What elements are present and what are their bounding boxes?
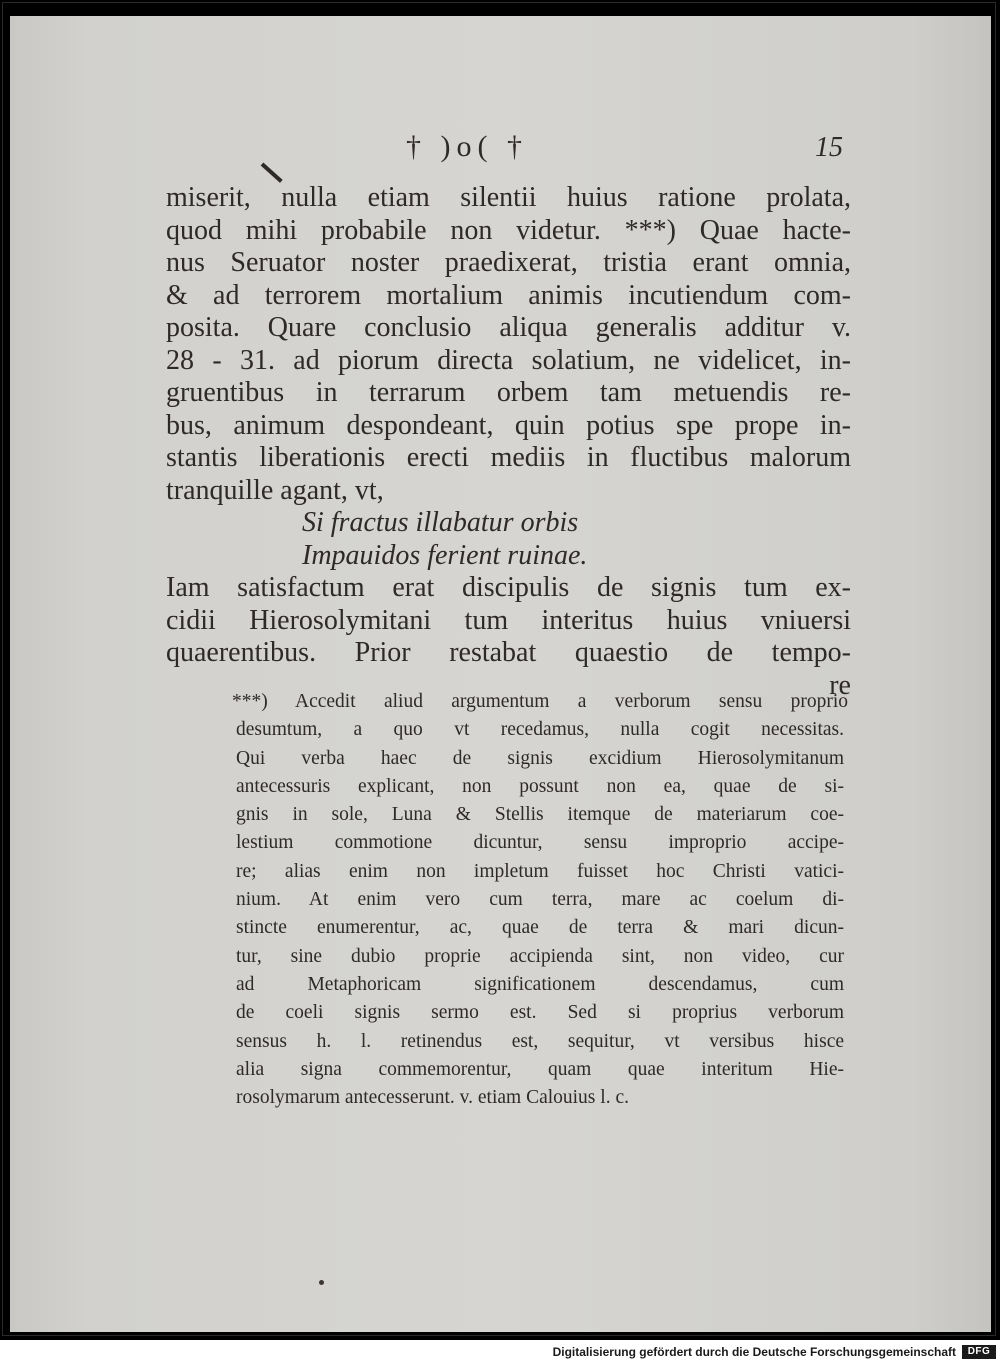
footnote-line: sensus h. l. retinendus est, sequitur, vt versibus hisce <box>236 1030 844 1052</box>
text-line: cidii Hierosolymitani tum interitus huius vniuersi <box>166 604 851 636</box>
footnote-line: de coeli signis sermo est. Sed si proprius verborum <box>236 1002 844 1024</box>
footnote-line: desumtum, a quo vt recedamus, nulla cogit necessitas. <box>236 719 844 741</box>
verse-line: Impauidos ferient ruinae. <box>302 539 588 571</box>
footnote-line: tur, sine dubio proprie accipienda sint, non video, cur <box>236 945 844 967</box>
running-head: † )o( † <box>406 130 528 163</box>
footnote-line: ***) Accedit aliud argumentum a verborum sensu proprio <box>232 691 848 712</box>
book-page <box>10 16 991 1332</box>
text-line: nus Seruator noster praedixerat, tristia erant omnia, <box>166 247 851 278</box>
funding-credit: Digitalisierung gefördert durch die Deutsche Forschungsgemeinschaft <box>552 1345 956 1359</box>
footnote-line: stincte enumerentur, ac, quae de terra & mari dicun- <box>236 917 844 939</box>
text-line: & ad terrorem mortalium animis incutiendum com- <box>166 279 851 311</box>
text-line: quaerentibus. Prior restabat quaestio de tempo- <box>166 637 851 668</box>
footnote-line: gnis in sole, Luna & Stellis itemque de materiarum coe- <box>236 804 844 826</box>
page-number: 15 <box>815 132 843 163</box>
main-text <box>166 182 851 702</box>
text-line: posita. Quare conclusio aliqua generalis additur v. <box>166 312 851 343</box>
dfg-logo: DFG <box>962 1345 996 1359</box>
digitization-footer <box>0 1344 1000 1362</box>
footnote-line: ad Metaphoricam significationem descendamus, cum <box>236 973 844 995</box>
text-line: miserit, nulla etiam silentii huius ratione prolata, <box>166 182 851 213</box>
footnote-line: alia signa commemorentur, quam quae interitum Hie- <box>236 1058 844 1080</box>
page-header <box>10 130 991 170</box>
text-line: stantis liberationis erecti mediis in fluctibus malorum <box>166 442 851 473</box>
catchword: re <box>829 669 851 701</box>
text-line: bus, animum despondeant, quin potius spe prope in- <box>166 409 851 441</box>
text-line: quod mihi probabile non videtur. ***) Quae hacte- <box>166 214 851 246</box>
text-line: 28 - 31. ad piorum directa solatium, ne videlicet, in- <box>166 344 851 376</box>
footnote-line: nium. At enim vero cum terra, mare ac coelum di- <box>236 889 844 911</box>
footnote-line: re; alias enim non impletum fuisset hoc Christi vatici- <box>236 860 844 882</box>
text-line: Iam satisfactum erat discipulis de signis tum ex- <box>166 572 851 603</box>
verse-line: Si fractus illabatur orbis <box>302 507 579 538</box>
footnote-line: Qui verba haec de signis excidium Hierosolymitanum <box>236 747 844 769</box>
footnote-line: antecessuris explicant, non possunt non ea, quae de si- <box>236 775 844 797</box>
text-line: tranquille agant, vt, <box>166 474 384 506</box>
footnote-line: lestium commotione dicuntur, sensu improprio accipe- <box>236 832 844 854</box>
ink-dot <box>319 1280 324 1285</box>
text-line: gruentibus in terrarum orbem tam metuendis re- <box>166 377 851 408</box>
footnote <box>232 688 848 1112</box>
footnote-line: rosolymarum antecesserunt. v. etiam Calouius l. c. <box>236 1087 629 1109</box>
